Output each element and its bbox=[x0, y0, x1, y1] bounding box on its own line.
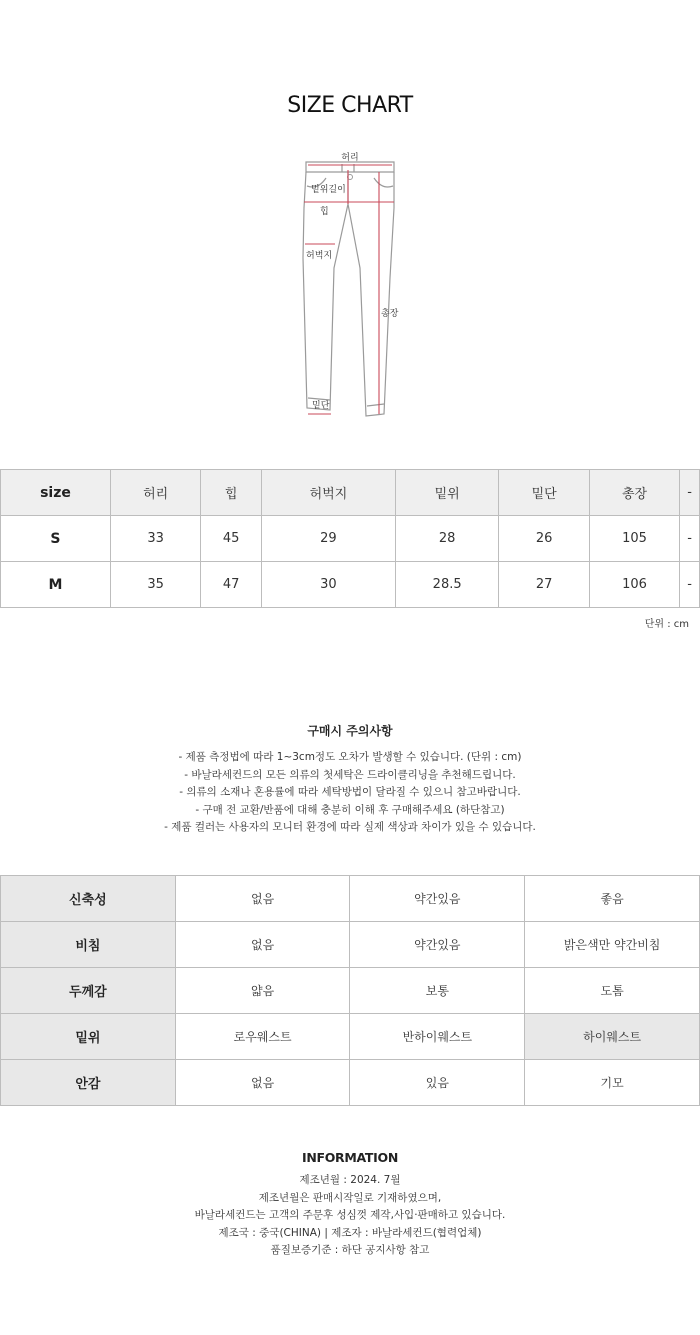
option-cell: 없음 bbox=[175, 876, 350, 922]
info-line: 제조년월은 판매시작일로 기재하였으며, bbox=[258, 1191, 442, 1204]
table-cell: - bbox=[680, 562, 700, 608]
fabric-row-thickness bbox=[1, 968, 700, 1014]
table-cell: 33 bbox=[110, 516, 200, 562]
size-header-cell: size bbox=[1, 470, 111, 516]
header-cell: 힙 bbox=[201, 470, 262, 516]
header-cell: 밑위 bbox=[395, 470, 499, 516]
option-cell: 반하이웨스트 bbox=[350, 1014, 525, 1060]
measurement-lines bbox=[304, 165, 394, 414]
table-cell: 45 bbox=[201, 516, 262, 562]
notice-line: - 구매 전 교환/반품에 대해 충분히 이해 후 구매해주세요 (하단참고) bbox=[195, 803, 505, 816]
option-cell: 약간있음 bbox=[350, 876, 525, 922]
notice-line: - 제품 컬러는 사용자의 모니터 환경에 따라 실제 색상과 차이가 있을 수 있습니다. bbox=[164, 821, 536, 833]
row-label: 안감 bbox=[1, 1060, 176, 1106]
fabric-info-table bbox=[0, 875, 700, 1106]
purchase-notice bbox=[0, 722, 700, 837]
option-cell: 보통 bbox=[350, 968, 525, 1014]
header-cell: 허리 bbox=[110, 470, 200, 516]
table-cell: 30 bbox=[262, 562, 396, 608]
option-cell: 도톰 bbox=[525, 968, 700, 1014]
hip-label: 힙 bbox=[320, 207, 329, 217]
table-row bbox=[1, 562, 700, 608]
row-label: 비침 bbox=[1, 922, 176, 968]
thigh-label: 허벅지 bbox=[306, 251, 333, 261]
option-cell: 얇음 bbox=[175, 968, 350, 1014]
header-cell: - bbox=[680, 470, 700, 516]
option-cell: 있음 bbox=[350, 1060, 525, 1106]
table-cell: 105 bbox=[589, 516, 679, 562]
rise-label: 밑위길이 bbox=[311, 185, 346, 195]
waist-label: 허리 bbox=[341, 153, 359, 163]
option-cell: 밝은색만 약간비침 bbox=[525, 922, 700, 968]
info-line: 제조국 : 중국(CHINA) | 제조자 : 바날라세컨드(협력업체) bbox=[218, 1226, 482, 1239]
size-table-header-row bbox=[1, 470, 700, 516]
info-line: 품질보증기준 : 하단 공지사항 참고 bbox=[270, 1244, 430, 1256]
unit-note: 단위 : cm bbox=[644, 619, 689, 630]
table-cell: 28 bbox=[395, 516, 499, 562]
row-label: 신축성 bbox=[1, 876, 176, 922]
header-cell: 밑단 bbox=[499, 470, 589, 516]
header-cell: 총장 bbox=[589, 470, 679, 516]
page-title: SIZE CHART bbox=[287, 93, 413, 118]
size-table bbox=[0, 469, 700, 608]
notice-line: - 의류의 소재나 혼용률에 따라 세탁방법이 달라질 수 있으니 참고바랍니다. bbox=[179, 786, 521, 798]
table-cell: 26 bbox=[499, 516, 589, 562]
option-cell: 없음 bbox=[175, 1060, 350, 1106]
hem-label: 밑단 bbox=[312, 401, 330, 411]
fabric-row-sheerness bbox=[1, 922, 700, 968]
table-cell: 106 bbox=[589, 562, 679, 608]
size-cell: S bbox=[1, 516, 111, 562]
option-cell: 로우웨스트 bbox=[175, 1014, 350, 1060]
pants-measurement-diagram bbox=[290, 148, 410, 428]
info-line: 제조년월 : 2024. 7월 bbox=[299, 1174, 401, 1186]
table-row bbox=[1, 516, 700, 562]
notice-line: - 제품 측정법에 따라 1~3cm정도 오차가 발생할 수 있습니다. (단위 : cm) bbox=[178, 751, 522, 763]
option-cell: 약간있음 bbox=[350, 922, 525, 968]
option-cell: 좋음 bbox=[525, 876, 700, 922]
option-cell: 기모 bbox=[525, 1060, 700, 1106]
table-cell: 47 bbox=[201, 562, 262, 608]
option-cell: 없음 bbox=[175, 922, 350, 968]
fabric-row-rise bbox=[1, 1014, 700, 1060]
info-line: 바날라세컨드는 고객의 주문후 성심껏 제작,사입·판매하고 있습니다. bbox=[194, 1209, 506, 1221]
row-label: 밑위 bbox=[1, 1014, 176, 1060]
notice-title: 구매시 주의사항 bbox=[307, 724, 393, 738]
length-label: 총장 bbox=[381, 309, 399, 319]
table-cell: 29 bbox=[262, 516, 396, 562]
fabric-row-lining bbox=[1, 1060, 700, 1106]
size-cell: M bbox=[1, 562, 111, 608]
table-cell: 28.5 bbox=[395, 562, 499, 608]
fabric-row-stretch bbox=[1, 876, 700, 922]
info-title: INFORMATION bbox=[301, 1150, 398, 1165]
information-section bbox=[0, 1150, 700, 1260]
table-cell: 35 bbox=[110, 562, 200, 608]
option-cell-selected: 하이웨스트 bbox=[525, 1014, 700, 1060]
header-cell: 허벅지 bbox=[262, 470, 396, 516]
pants-illustration bbox=[290, 148, 410, 428]
row-label: 두께감 bbox=[1, 968, 176, 1014]
table-cell: - bbox=[680, 516, 700, 562]
notice-line: - 바날라세컨드의 모든 의류의 첫세탁은 드라이클리닝을 추천해드립니다. bbox=[184, 768, 516, 781]
table-cell: 27 bbox=[499, 562, 589, 608]
